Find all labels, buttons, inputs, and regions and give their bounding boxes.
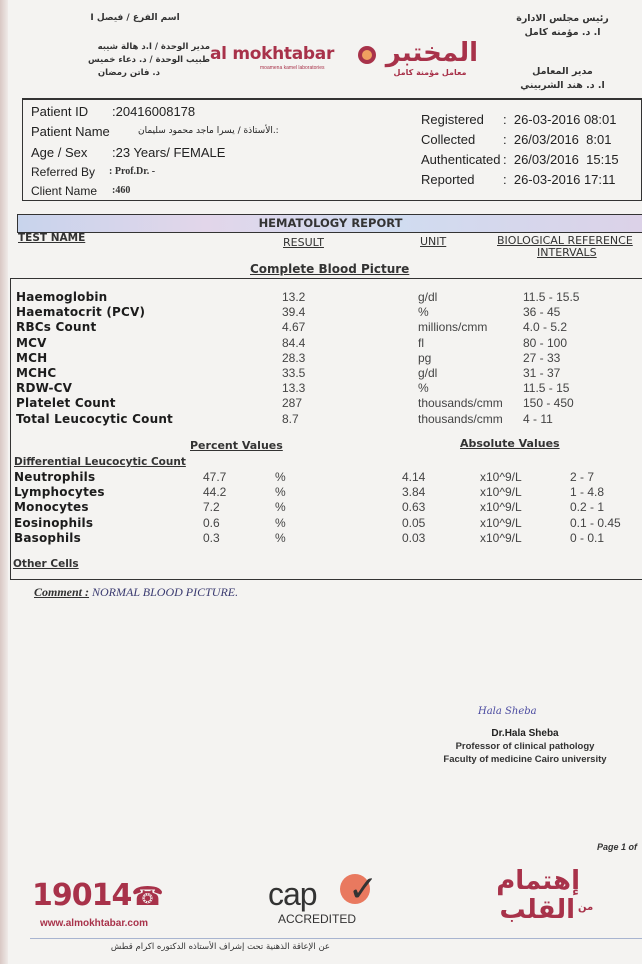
test-result: 84.4: [282, 335, 306, 350]
lab-director-title: مدير المعامل: [532, 66, 593, 77]
slogan-top: إهتمام: [496, 866, 580, 896]
test-ref: 150 - 450: [523, 396, 574, 411]
diff-name: Eosinophils: [14, 515, 94, 530]
diff-absolute: 0.03: [402, 530, 426, 545]
diff-percent-unit: %: [275, 485, 286, 500]
signature-handwriting: Hala Sheba: [478, 706, 537, 717]
test-row: [0, 351, 642, 366]
test-ref: 11.5 - 15.5: [523, 290, 580, 304]
slogan-bottom: القلب: [499, 895, 575, 925]
test-name: Haematocrit (PCV): [16, 305, 146, 320]
test-result: 287: [282, 396, 303, 411]
date-label: Authenticated: [421, 152, 501, 167]
checkmark-icon: ✓: [348, 868, 379, 909]
diff-absolute-unit: x10^9/L: [480, 485, 522, 500]
slogan-small: من: [578, 902, 594, 913]
cap-logo: [268, 868, 398, 932]
diff-percent-unit: %: [275, 470, 286, 484]
test-row: [0, 336, 642, 351]
diff-row: [0, 531, 642, 546]
diff-absolute-unit: x10^9/L: [480, 530, 522, 545]
footer-rule: [30, 938, 642, 939]
test-name: MCH: [16, 350, 48, 365]
date-value: : 26-03-2016 17:11: [503, 172, 616, 187]
diff-percent-unit: %: [275, 515, 286, 530]
test-unit: thousands/cmm: [418, 396, 503, 411]
other-cells: Other Cells: [13, 558, 79, 570]
test-unit: thousands/cmm: [418, 411, 503, 426]
test-result: 8.7: [282, 411, 299, 426]
diff-row: [0, 470, 642, 485]
test-ref: 4 - 11: [523, 411, 553, 426]
diff-title: Differential Leucocytic Count: [14, 456, 186, 468]
comment: [34, 585, 238, 600]
col-result: RESULT: [283, 236, 324, 249]
test-unit: fl: [418, 335, 424, 350]
date-value: : 26/03/2016 15:15: [503, 152, 619, 167]
comment-label: Comment :: [34, 585, 90, 599]
test-unit: pg: [418, 350, 432, 365]
test-result: 13.2: [282, 290, 306, 304]
test-name: MCHC: [16, 366, 57, 380]
chairman-name: ا. د. مؤمنه كامل: [524, 27, 601, 38]
date-value: : 26-03-2016 08:01: [503, 112, 617, 127]
diff-percent: 7.2: [203, 500, 220, 515]
patient-name-value: :.الأستاذة / يسرا ماجد محمود سليمان: [138, 126, 279, 136]
col-ref-2: INTERVALS: [537, 246, 597, 259]
branch-line: اسم الفرع / فيصل I: [90, 13, 180, 23]
logo-heart-icon: [358, 46, 376, 64]
website-link[interactable]: www.almokhtabar.com: [40, 918, 148, 929]
test-ref: 80 - 100: [523, 335, 568, 350]
unit-manager: مدير الوحدة / ا.د هالة شيبه: [97, 42, 210, 52]
test-row: [0, 381, 642, 396]
absolute-values-header: Absolute Values: [460, 437, 560, 450]
test-row: [0, 366, 642, 381]
comment-text: NORMAL BLOOD PICTURE.: [92, 585, 239, 599]
diff-absolute: 4.14: [402, 470, 426, 484]
test-ref: 36 - 45: [523, 305, 561, 320]
diff-percent-unit: %: [275, 500, 286, 515]
test-name: MCV: [16, 335, 47, 350]
report-title-bar: [17, 214, 642, 233]
diff-ref: 0.1 - 0.45: [570, 515, 621, 530]
test-unit: millions/cmm: [418, 320, 488, 335]
doctor-2: د. فاتن رمضان: [97, 68, 160, 78]
diff-percent-unit: %: [275, 530, 286, 545]
test-ref: 4.0 - 5.2: [523, 320, 568, 335]
diff-row: [0, 485, 642, 500]
age-sex-value: :23 Years/ FEMALE: [112, 145, 226, 160]
diff-percent: 47.7: [203, 470, 227, 484]
diff-percent: 0.6: [203, 515, 220, 530]
diff-ref: 0.2 - 1: [570, 500, 605, 515]
diff-absolute: 0.05: [402, 515, 426, 530]
test-name: RBCs Count: [16, 320, 97, 335]
logo-latin: al mokhtabar: [210, 44, 335, 64]
phone-icon: ☎: [131, 882, 163, 912]
date-label: Collected: [421, 132, 476, 147]
diff-percent: 44.2: [203, 485, 227, 500]
signature-faculty: Faculty of medicine Cairo university: [443, 754, 607, 765]
percent-values-header: Percent Values: [190, 439, 283, 452]
diff-ref: 0 - 0.1: [570, 530, 605, 545]
test-row: [0, 290, 642, 305]
report-title: HEMATOLOGY REPORT: [258, 216, 403, 230]
test-row: [0, 320, 642, 335]
col-test-name: TEST NAME: [18, 232, 86, 244]
patient-id-label: Patient ID: [31, 104, 89, 119]
diff-name: Lymphocytes: [14, 485, 105, 500]
test-name: RDW-CV: [16, 381, 73, 396]
diff-row: [0, 500, 642, 515]
diff-absolute: 3.84: [402, 485, 426, 500]
hotline-number: 19014☎: [32, 878, 163, 913]
date-value: : 26/03/2016 8:01: [503, 132, 612, 147]
col-unit: UNIT: [420, 235, 447, 248]
signature-name: Dr.Hala Sheba: [491, 728, 559, 739]
test-row: [0, 305, 642, 320]
test-result: 13.3: [282, 381, 306, 396]
patient-name-label: Patient Name: [31, 124, 110, 139]
referred-by-label: Referred By: [31, 165, 96, 179]
logo-arabic: المختبر: [385, 38, 478, 68]
test-row: [0, 396, 642, 411]
diff-name: Monocytes: [14, 500, 89, 515]
diff-absolute-unit: x10^9/L: [480, 515, 522, 530]
footer-arabic-line: عن الإعاقة الذهنية تحت إشراف الأستاذه الدكتوره اكرام قطش: [110, 942, 330, 952]
signature-title: Professor of clinical pathology: [455, 741, 595, 752]
diff-percent: 0.3: [203, 530, 220, 545]
test-result: 4.67: [282, 320, 306, 335]
age-sex-label: Age / Sex: [31, 145, 88, 160]
diff-ref: 1 - 4.8: [570, 485, 605, 500]
test-result: 28.3: [282, 350, 306, 365]
client-name-value: :460: [112, 185, 131, 196]
referred-by-value: : Prof.Dr. -: [109, 166, 156, 177]
test-unit: %: [418, 381, 429, 396]
diff-ref: 2 - 7: [570, 470, 595, 484]
diff-absolute: 0.63: [402, 500, 426, 515]
test-name: Total Leucocytic Count: [16, 411, 173, 426]
page-number: Page 1 of: [597, 842, 638, 852]
test-ref: 11.5 - 15: [523, 381, 570, 396]
date-label: Registered: [421, 112, 484, 127]
cap-sub: ACCREDITED: [278, 912, 357, 926]
section-title: Complete Blood Picture: [250, 262, 410, 276]
cap-text: cap: [268, 876, 317, 912]
diff-name: Basophils: [14, 530, 81, 545]
diff-absolute-unit: x10^9/L: [480, 470, 522, 484]
lab-logo: [210, 38, 480, 84]
test-unit: %: [418, 305, 429, 320]
test-name: Platelet Count: [16, 396, 116, 411]
test-result: 39.4: [282, 305, 306, 320]
lab-director-name: ا. د. هند الشربيني: [520, 80, 605, 91]
diff-name: Neutrophils: [14, 470, 96, 484]
test-ref: 31 - 37: [523, 366, 561, 380]
client-name-label: Client Name: [31, 184, 98, 198]
patient-id-value: :20416008178: [112, 104, 196, 119]
test-unit: g/dl: [418, 290, 438, 304]
test-row: [0, 412, 642, 427]
diff-row: [0, 516, 642, 531]
col-ref: BIOLOGICAL REFERENCE: [497, 234, 633, 247]
date-label: Reported: [421, 172, 475, 187]
unit-doctor: طبيب الوحدة / د. دعاء خميس: [88, 55, 210, 65]
chairman-title: رئيس مجلس الادارة: [516, 13, 609, 24]
diff-absolute-unit: x10^9/L: [480, 500, 522, 515]
test-result: 33.5: [282, 366, 306, 380]
test-unit: g/dl: [418, 366, 438, 380]
logo-arabic-sub: معامل مؤمنة كامل: [393, 68, 467, 77]
test-name: Haemoglobin: [16, 290, 108, 304]
logo-latin-sub: moamena kamel laboratories: [260, 65, 325, 71]
test-ref: 27 - 33: [523, 350, 561, 365]
